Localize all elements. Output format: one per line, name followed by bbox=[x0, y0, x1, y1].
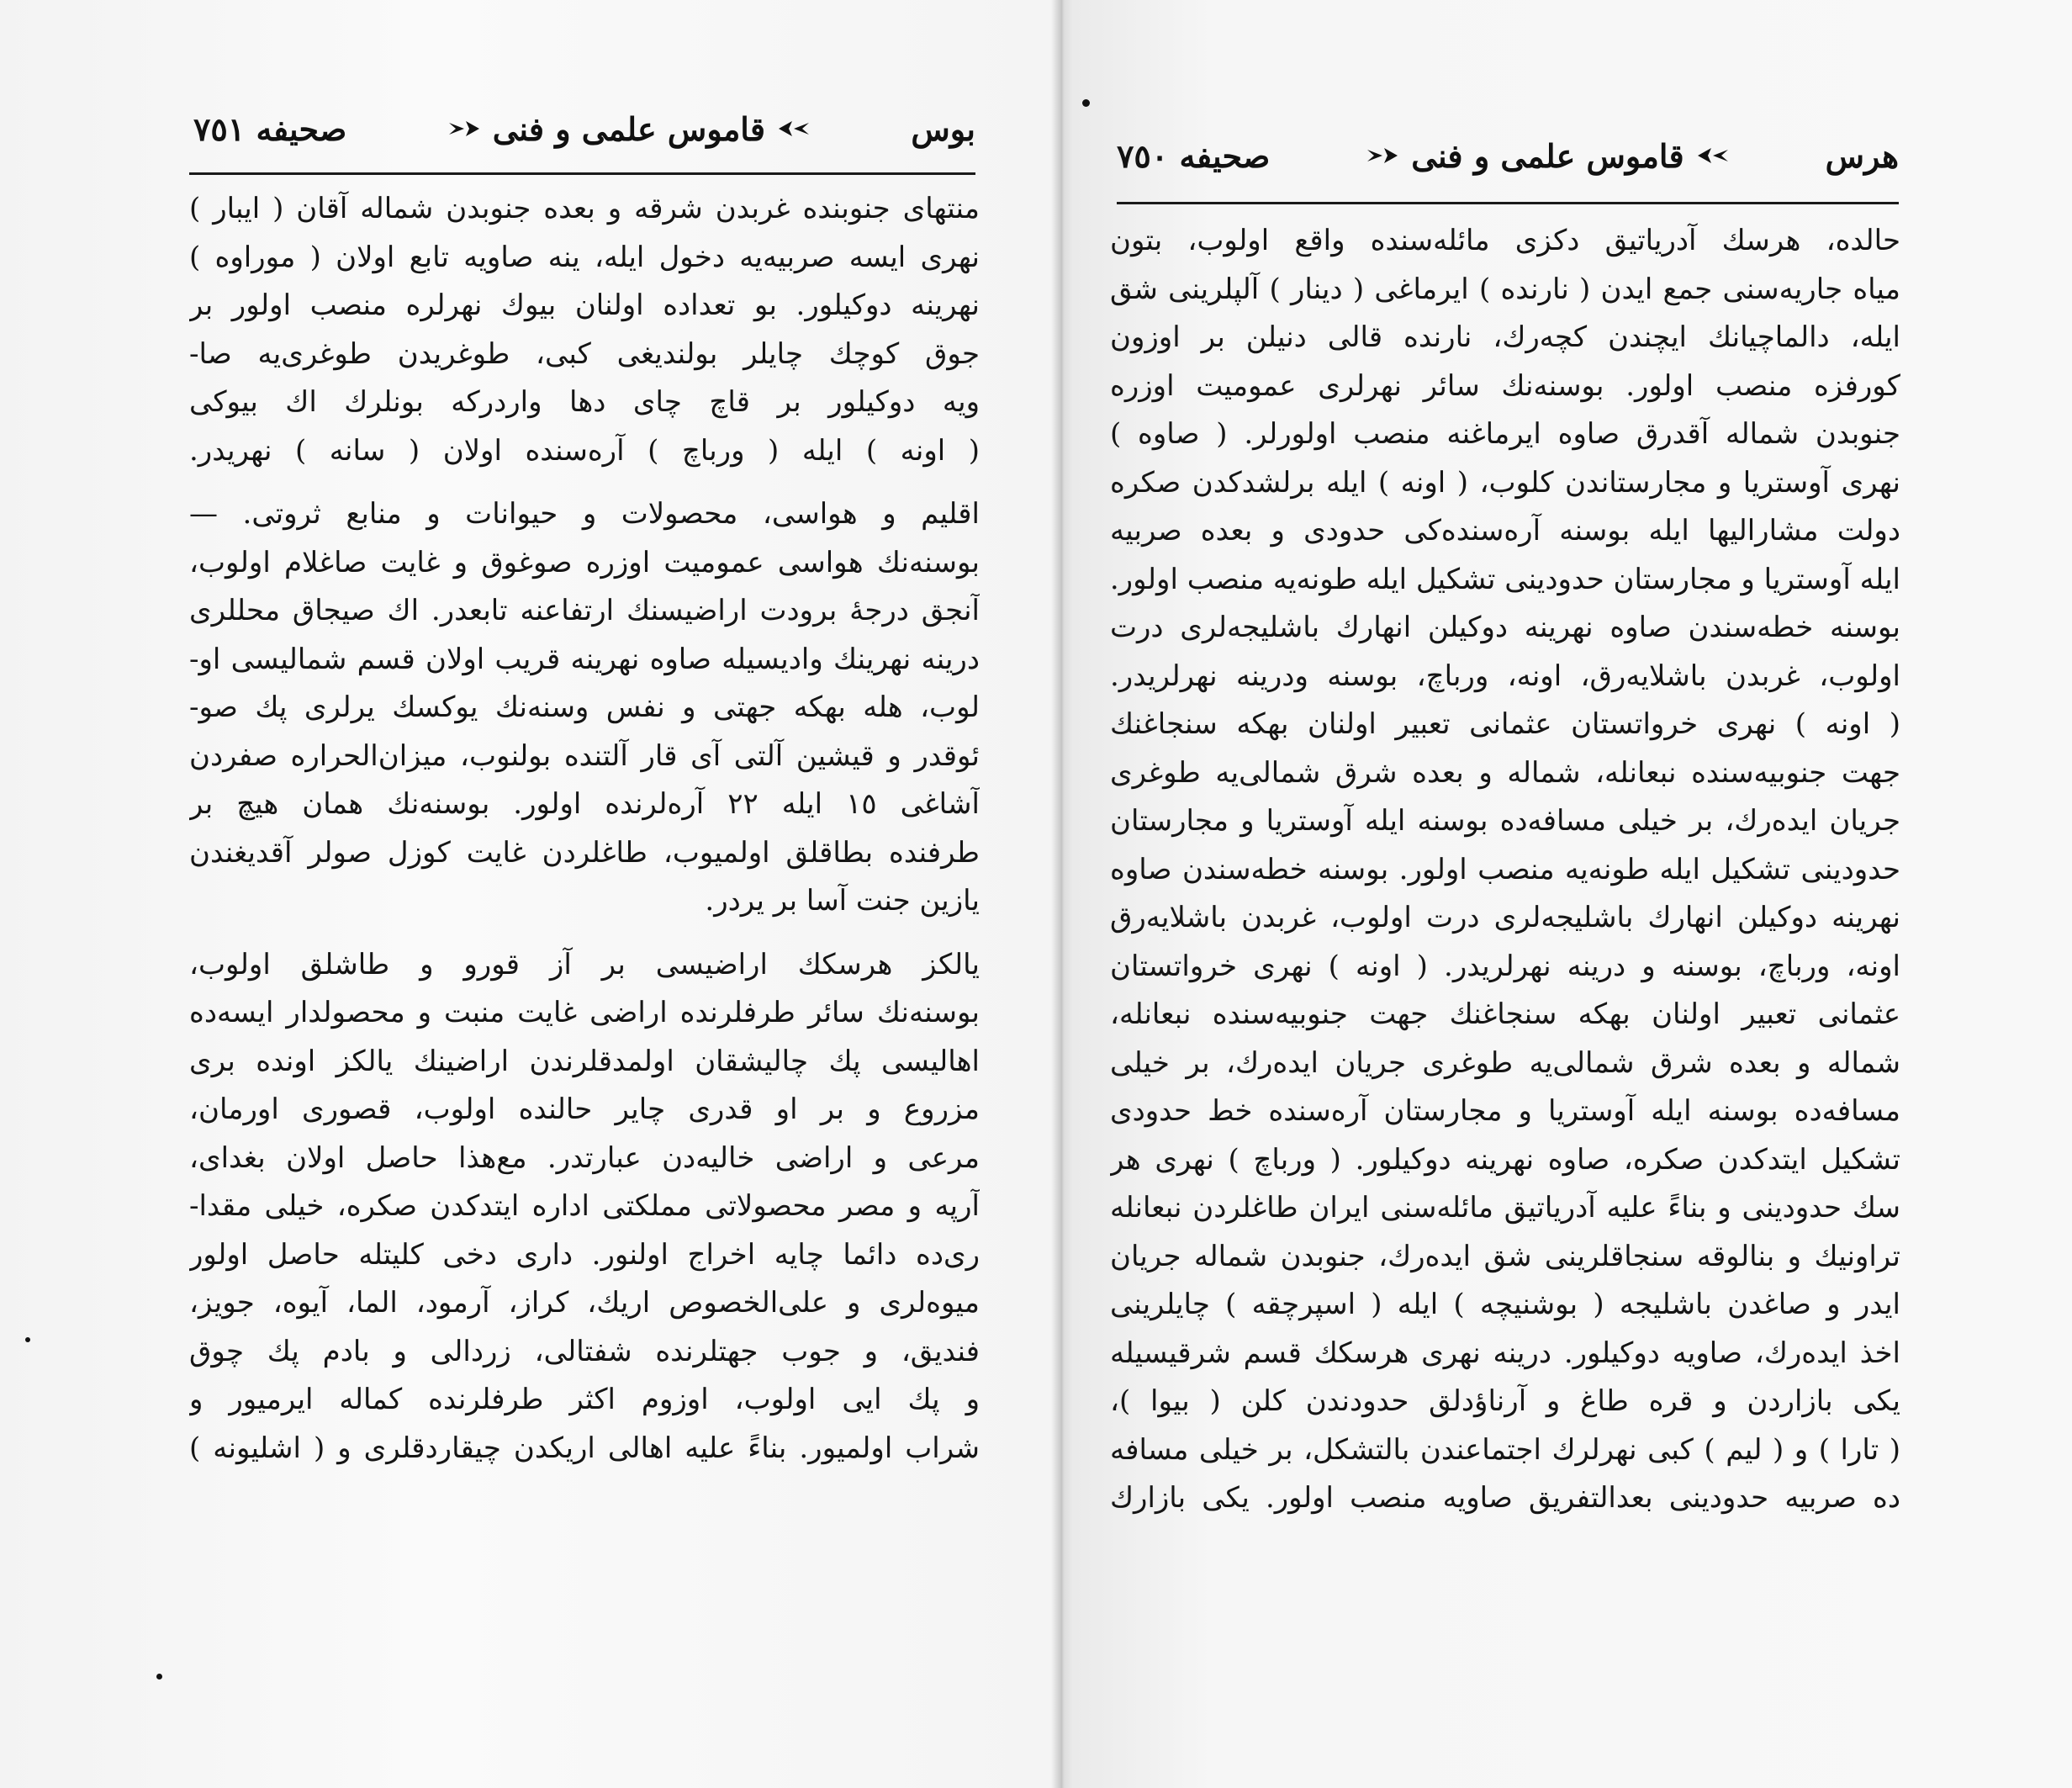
text-line: فندیق، و جوب جهتلرنده شفتالی، زردالی و بادم پك چوق bbox=[189, 1334, 980, 1368]
text-line: نهرینه دوکیلن انهارك باشلیجه‌لری درت اولوب، غربدن باشلایه‌رق bbox=[1110, 901, 1900, 934]
text-line: اقلیم و هواسی، محصولات و حیوانات و منابع ثروتی. — bbox=[189, 497, 980, 531]
text-line: مرعی و اراضی خالیه‌دن عبارتدر. مع‌هذا حاصل اولان بغدای، bbox=[189, 1140, 980, 1175]
text-line: کورفزه منصب اولور. بوسنه‌نك سائر نهرلری عمومیت اوزره bbox=[1110, 368, 1900, 403]
text-line: بوسنه‌نك سائر طرفلرنده اراضی غایت منبت و محصولدار ایسه‌ده bbox=[189, 996, 980, 1029]
text-line: ( اونه ) ایله ( ورباچ ) آره‌سنده اولان ( سانه ) نهریدر. bbox=[189, 433, 980, 468]
left-page-number: صحیفه ٧٥١ bbox=[193, 109, 347, 148]
text-line: اخذ ایده‌رك، صاویه دوکیلور. درینه نهری هرسکك قسم شرقیسیله bbox=[1110, 1336, 1900, 1370]
text-line: ایله، دالماچیانك ایچندن کچه‌رك، نارنده قالی دنیلن بر اوزون bbox=[1110, 320, 1900, 354]
right-title-text: قاموس علمی و فنی bbox=[1411, 136, 1684, 175]
text-line: طرفنده بطاقلق اولمیوب، طاغلردن غایت کوزل صولر آقدیغندن bbox=[189, 835, 980, 870]
right-catchword: هرس bbox=[1825, 136, 1899, 175]
book-gutter bbox=[1051, 0, 1073, 1788]
ornament-icon bbox=[447, 118, 481, 140]
text-line: تراونیك و بنالوقه سنجاقلرینی شق ایده‌رك، جنوبدن شماله جریان bbox=[1110, 1239, 1900, 1273]
text-line: نهری آوستریا و مجارستاندن کلوب، ( اونه ) ایله برلشدکدن صکره bbox=[1110, 465, 1900, 500]
text-line: یالکز هرسکك اراضیسی بر آز قورو و طاشلق اولوب، bbox=[189, 947, 980, 981]
text-line: جهت جنوبیه‌سنده نبعانله، شماله و بعده شرق شمالی‌یه طوغری bbox=[1110, 755, 1900, 790]
ornament-icon bbox=[1366, 145, 1399, 167]
ink-speck bbox=[156, 1674, 162, 1680]
text-line: اونه، ورباچ، بوسنه و درینه نهرلریدر. ( اونه ) نهری خرواتستان bbox=[1110, 949, 1900, 983]
text-line: و پك ایی اولوب، اوزوم اکثر طرفلرنده کماله ایرمیور و bbox=[189, 1383, 980, 1416]
text-line: آرپه و مصر محصولاتی مملکتی اداره ایتدکدن صکره، خیلی مقدا- bbox=[189, 1189, 980, 1223]
text-line: حدودینی تشکیل ایله طونه‌یه منصب اولور. بوسنه خطه‌سندن صاوه bbox=[1110, 852, 1900, 886]
right-running-title bbox=[1366, 137, 1729, 175]
text-line: جوق کوچك چایلر بولندیغی کبی، طوغریدن طوغری‌یه صا- bbox=[189, 336, 980, 371]
left-page-header bbox=[193, 99, 975, 158]
paragraph-gap bbox=[189, 926, 980, 941]
left-header-rule bbox=[189, 172, 975, 175]
text-line: ئوقدر و قیشین آلتی آی قار آلتنده بولنوب، میزان‌الحراره صفردن bbox=[189, 738, 980, 773]
text-line: بوسنه‌نك هواسی عمومیت اوزره صوغوق و غایت صاغلام اولوب، bbox=[189, 545, 980, 579]
right-page-body bbox=[1110, 217, 1900, 1523]
ornament-icon bbox=[777, 118, 811, 140]
text-line: میوه‌لری و علی‌الخصوص اریك، کراز، آرمود، الما، آیوه، جویز، bbox=[189, 1286, 980, 1320]
text-line: لوب، هله بهکه جهتی و نفس وسنه‌نك یوکسك یرلری پك صو- bbox=[189, 690, 980, 724]
text-line: دولت مشارالیها ایله بوسنه آره‌سنده‌کی حدودی و بعده صربیه bbox=[1110, 514, 1900, 548]
text-line: درینه نهرینك وادیسیله صاوه نهرینه قریب اولان قسم شمالیسی او- bbox=[189, 642, 980, 676]
text-line: ( اونه ) نهری خرواتستان عثمانی تعبیر اولنان بهکه سنجاغنك bbox=[1110, 707, 1900, 741]
right-page bbox=[1061, 0, 2072, 1788]
text-line: ری‌ده دائما چایه اخراج اولنور. داری دخی کلیتله حاصل اولور bbox=[189, 1237, 980, 1272]
left-running-title bbox=[447, 110, 811, 148]
text-line: مسافه‌ده بوسنه ایله آوستریا و مجارستان آره‌سنده خط حدودی bbox=[1110, 1094, 1900, 1128]
ornament-icon bbox=[1696, 145, 1730, 167]
left-title-text: قاموس علمی و فنی bbox=[492, 109, 766, 148]
right-header-rule bbox=[1117, 202, 1899, 204]
ink-speck bbox=[25, 1337, 30, 1342]
left-page-body bbox=[189, 185, 980, 1473]
text-line: اهالیسی پك چالیشقان اولمدقلرندن اراضینك یالکز اونده بری bbox=[189, 1044, 980, 1078]
text-line: مزروع و بر او قدری چایر حالنده اولوب، قصوری اورمان، bbox=[189, 1092, 980, 1126]
text-line: یکی بازاردن و قره طاغ و آرناؤدلق حدودندن کلن ( بیوا )، bbox=[1110, 1384, 1900, 1418]
text-line: تشکیل ایتدکدن صکره، صاوه نهرینه دوکیلور. ( ورباچ ) نهری هر bbox=[1110, 1142, 1900, 1177]
text-line: آنجق درجه‌ٔ برودت اراضیسنك ارتفاعنه تابعدر. اك صیجاق محللری bbox=[189, 594, 980, 627]
text-line: میاه جاریه‌سنی جمع ایدن ( نارنده ) ایرماغی ( دینار ) آلپلرینی شق bbox=[1110, 272, 1900, 306]
text-line: جریان ایده‌رك، بر خیلی مسافه‌ده بوسنه ایله آوستریا و مجارستان bbox=[1110, 804, 1900, 838]
text-line: حالده، هرسك آدریاتیق دکزی مائله‌سنده واقع اولوب، بتون bbox=[1110, 224, 1900, 257]
text-line: نهرینه دوکیلور. بو تعداده اولنان بیوك نهرلره منصب اولور بر bbox=[189, 288, 980, 322]
right-page-number: صحیفه ٧٥٠ bbox=[1117, 136, 1271, 175]
right-page-header bbox=[1117, 126, 1899, 185]
text-line: ده صربیه حدودینی بعدالتفریق صاویه منصب اولور. یکی بازارك bbox=[1110, 1481, 1900, 1515]
text-line: بوسنه خطه‌سندن صاوه نهرینه دوکیلن انهارك باشلیجه‌لری درت bbox=[1110, 611, 1900, 644]
text-line: ایله آوستریا و مجارستان حدودینی تشکیل ایله طونه‌یه منصب اولور. bbox=[1110, 562, 1900, 596]
text-line: سك حدودینی و بناءً علیه آدریاتیق مائله‌سنی ایران طاغلردن نبعانله bbox=[1110, 1191, 1900, 1225]
left-catchword: بوس bbox=[911, 109, 975, 148]
text-line: نهری ایسه صربیه‌یه دخول ایله، ینه صاویه تابع اولان ( موراوه ) bbox=[189, 240, 980, 274]
text-line: ( تارا ) و ( لیم ) کبی نهرلرك اجتماعندن بالتشکل، بر خیلی مسافه bbox=[1110, 1432, 1900, 1467]
text-line: شراب اولمیور. بناءً علیه اهالی اریکدن چیقاردقلری و ( اشلیونه ) bbox=[189, 1431, 980, 1465]
text-line: یازین جنت آسا بر یردر. bbox=[705, 884, 980, 918]
text-line: منتهای جنوبنده غربدن شرقه و بعده جنوبدن شماله آقان ( ایبار ) bbox=[189, 192, 980, 225]
text-line: جنوبدن شماله آقدرق صاوه ایرماغنه منصب اولورلر. ( صاوه ) bbox=[1110, 417, 1900, 451]
ink-speck bbox=[1082, 99, 1090, 107]
text-line: آشاغی ١٥ ایله ٢٢ آره‌لرنده اولور. بوسنه‌نك همان هیچ بر bbox=[189, 787, 980, 821]
text-line: ویه دوکیلور بر قاچ چای دها واردرکه بونلرك اك بیوکی bbox=[189, 385, 980, 419]
text-line: ایدر و صاغدن باشلیجه ( بوشنیچه ) ایله ( اسپرچقه ) چایلرینی bbox=[1110, 1288, 1900, 1321]
text-line: شماله و بعده شرق شمالی‌یه طوغری جریان ایده‌رك، بر خیلی bbox=[1110, 1045, 1900, 1080]
text-line: عثمانی تعبیر اولنان بهکه سنجاغنك جهت جنوبیه‌سنده نبعانله، bbox=[1110, 997, 1900, 1031]
paragraph-gap bbox=[189, 475, 980, 490]
text-line: اولوب، غربدن باشلایه‌رق، اونه، ورباچ، بوسنه ودرینه نهرلریدر. bbox=[1110, 659, 1900, 693]
